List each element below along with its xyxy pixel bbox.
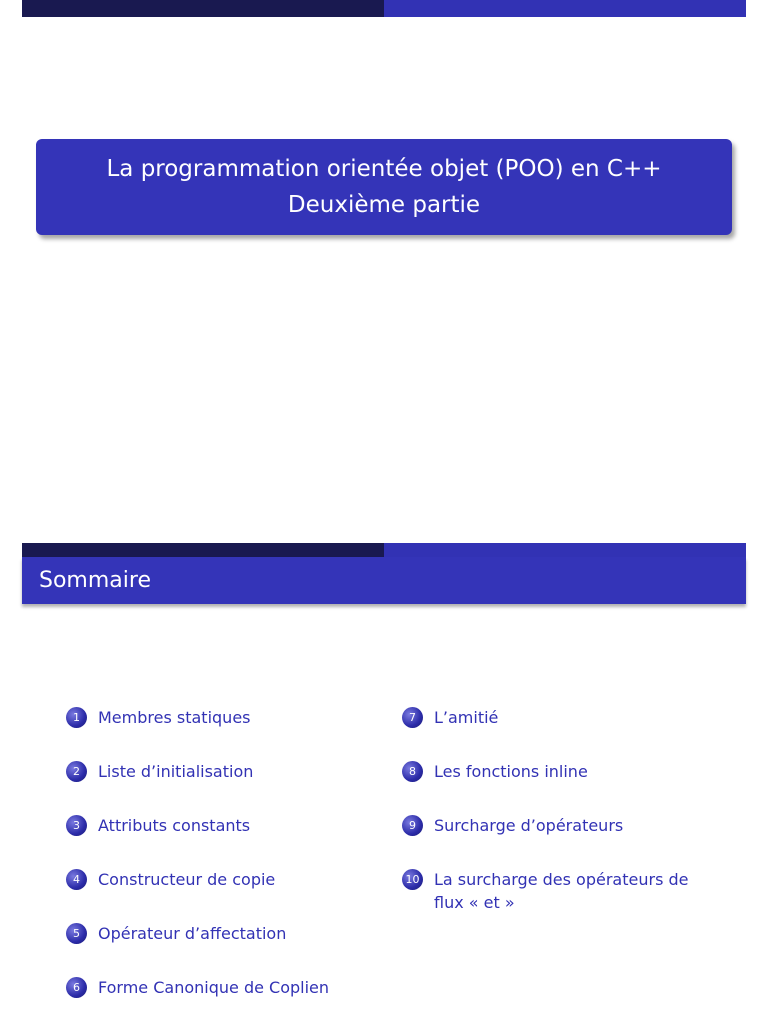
toc-item-3[interactable] (66, 814, 376, 837)
toc-number-badge: 4 (66, 869, 87, 890)
toc-right-column (402, 706, 712, 945)
toc-link[interactable]: L’amitié (434, 708, 499, 727)
toc-link[interactable]: Surcharge d’opérateurs (434, 816, 624, 835)
toc-item-7[interactable] (402, 706, 712, 729)
title-line-2: Deuxième partie (287, 192, 481, 218)
toc-item-5[interactable] (66, 922, 376, 945)
toc-number-badge: 8 (402, 761, 423, 782)
toc-item-4[interactable] (66, 868, 376, 891)
toc-number-badge: 1 (66, 707, 87, 728)
header-bar-right (384, 0, 746, 17)
toc-item-2[interactable] (66, 760, 376, 783)
title-block (36, 139, 732, 235)
header-bar-2-left (22, 543, 384, 557)
toc-number-badge: 6 (66, 977, 87, 998)
title-line-1: La programmation orientée objet (POO) en C++ (106, 156, 662, 182)
toc-link[interactable]: Liste d’initialisation (98, 762, 254, 781)
toc-item-1[interactable] (66, 706, 376, 729)
toc-number-badge: 9 (402, 815, 423, 836)
toc-link[interactable]: Membres statiques (98, 708, 251, 727)
header-bar-2-right (384, 543, 746, 557)
toc-item-10[interactable] (402, 868, 712, 914)
toc-link[interactable]: Les fonctions inline (434, 762, 588, 781)
frame-title: Sommaire (22, 557, 746, 604)
toc-item-9[interactable] (402, 814, 712, 837)
toc-left-column (66, 706, 376, 1030)
toc-link[interactable]: Opérateur d’affectation (98, 924, 287, 943)
toc-number-badge: 7 (402, 707, 423, 728)
toc-item-6[interactable] (66, 976, 376, 999)
header-bar-2 (22, 543, 746, 557)
header-bar (22, 0, 746, 17)
toc-number-badge: 10 (402, 869, 423, 890)
toc-link[interactable]: Attributs constants (98, 816, 251, 835)
toc-item-8[interactable] (402, 760, 712, 783)
toc-link[interactable]: Constructeur de copie (98, 870, 276, 889)
toc-number-badge: 5 (66, 923, 87, 944)
toc-number-badge: 3 (66, 815, 87, 836)
toc-link[interactable]: La surcharge des opérateurs de flux « et » (434, 870, 689, 912)
toc-number-badge: 2 (66, 761, 87, 782)
toc-link[interactable]: Forme Canonique de Coplien (98, 978, 330, 997)
header-bar-left (22, 0, 384, 17)
